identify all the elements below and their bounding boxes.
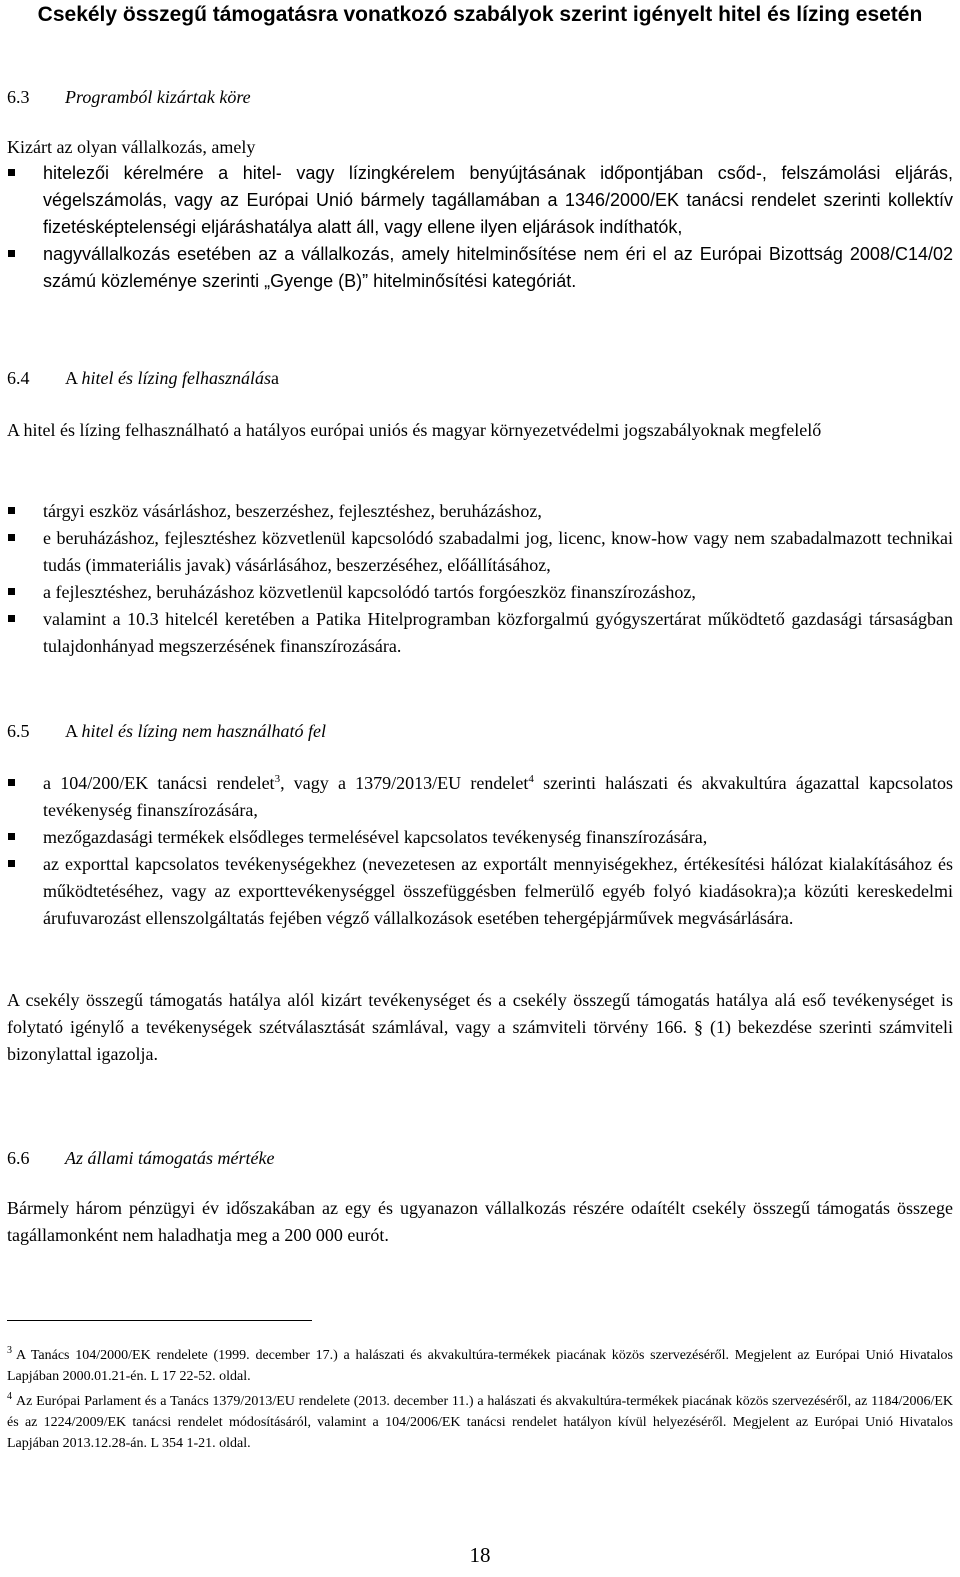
section-title: Az állami támogatás mértéke <box>65 1148 275 1168</box>
section-title: Programból kizártak köre <box>65 87 251 107</box>
section-number: 6.6 <box>7 1148 30 1168</box>
footnote-divider <box>7 1320 312 1321</box>
bullet-square-icon <box>8 507 15 514</box>
section-6-6-heading <box>7 1146 274 1170</box>
section-number: 6.4 <box>7 368 30 388</box>
footnote-3: $^3$ A Tanács 104/2000/EK rendelete (1999. december 17.) a halászati és akvakultúra-termékek piacának közös szervezéséről. Megjelent az Európai Unió Hivatalos Lapjában 2000.01.21-én. L 17 22-52. oldal. <box>7 1345 953 1384</box>
list-item: a 104/200/EK tanácsi rendelet$^3$, vagy a 1379/2013/EU rendelet$^4$ szerinti halászati és akvakultúra ágazattal kapcsolatos tevékenység finanszírozására, <box>7 770 953 824</box>
bullet-square-icon <box>8 169 15 176</box>
footnote-number: 3 <box>7 1345 12 1357</box>
list-item: hitelezői kérelmére a hitel- vagy lízingkérelem benyújtásának időpontjában csőd-, felszámolási eljárás, végelszámolás, vagy az Európai Unió bármely tagállamában a 1346/2000/EK tanácsi rendelet szerinti kollektív fizetésképtelenségi eljáráshatálya alatt áll, vagy ellene ilyen eljárások indíthatók, <box>7 160 953 241</box>
bullet-square-icon <box>8 779 15 786</box>
section-6-3-intro: Kizárt az olyan vállalkozás, amely <box>7 137 256 157</box>
section-number: 6.3 <box>7 87 30 107</box>
section-number: 6.5 <box>7 721 30 741</box>
bullet-square-icon <box>8 534 15 541</box>
section-6-3-list <box>7 160 953 295</box>
section-6-3-heading <box>7 85 251 109</box>
bullet-square-icon <box>8 860 15 867</box>
list-item: valamint a 10.3 hitelcél keretében a Patika Hitelprogramban közforgalmú gyógyszertárat működtető gazdasági társaságban tulajdonhányad megszerzésének finanszírozására. <box>7 606 953 660</box>
footnote-4: $^4$ Az Európai Parlament és a Tanács 1379/2013/EU rendelete (2013. december 11.) a halászati és akvakultúra-termékek piacának közös szervezéséről, az 1184/2006/EK és az 1224/2009/EK tanácsi rendelet módosításáról, valamint a 104/2006/EK tanácsi rendelet hatályon kívül helyezéséről. Megjelent az Európai Unió Hivatalos Lapjában 2013.12.28-án. L 354 1-21. oldal. <box>7 1391 953 1451</box>
page-number: 18 <box>469 1543 491 1567</box>
footnote-ref[interactable]: 4 <box>528 773 534 785</box>
section-6-6-text: Bármely három pénzügyi év időszakában az egy és ugyanazon vállalkozás részére odaítélt csekély összegű támogatás összege tagállamonként nem haladhatja meg a 200 000 eurót. <box>7 1198 953 1245</box>
document-page <box>7 0 953 1577</box>
list-item: nagyvállalkozás esetében az a vállalkozás, amely hitelminősítése nem éri el az Európai Bizottság 2008/C14/02 számú közleménye szerinti „Gyenge (B)” hitelminősítési kategóriát. <box>7 241 953 295</box>
section-6-4-heading: 6.4 A hitel és lízing felhasználása <box>7 368 280 388</box>
section-6-5-list <box>7 770 953 932</box>
section-6-4-list <box>7 498 953 660</box>
list-item: e beruházáshoz, fejlesztéshez közvetlenül kapcsolódó szabadalmi jog, licenc, know-how vagy nem szabadalmazott technikai tudás (immateriális javak) vásárlásához, beszerzéséhez, előállításához, <box>7 525 953 579</box>
bullet-square-icon <box>8 250 15 257</box>
section-6-5-closing: A csekély összegű támogatás hatálya alól kizárt tevékenységet és a csekély összegű támogatás hatálya alá eső tevékenységet is folytató igénylő a tevékenységek szétválasztását számlával, vagy a számviteli törvény 166. § (1) bekezdése szerinti számviteli bizonylattal igazolja. <box>7 990 953 1064</box>
section-6-5-heading: 6.5 A hitel és lízing nem használható fel <box>7 721 327 741</box>
bullet-square-icon <box>8 588 15 595</box>
page-title: Csekély összegű támogatásra vonatkozó szabályok szerint igényelt hitel és lízing esetén <box>37 3 923 26</box>
bullet-square-icon <box>8 615 15 622</box>
list-item: tárgyi eszköz vásárláshoz, beszerzéshez, fejlesztéshez, beruházáshoz, <box>7 498 953 525</box>
bullet-square-icon <box>8 833 15 840</box>
list-item: a fejlesztéshez, beruházáshoz közvetlenül kapcsolódó tartós forgóeszköz finanszírozáshoz, <box>7 579 953 606</box>
list-item: az exporttal kapcsolatos tevékenységekhez (nevezetesen az exportált mennyiségekhez, értékesítési hálózat kialakításához és működtetéséhez, vagy az exporttevékenységgel összefüggésben felmerülő egyéb folyó kiadásokra);a közúti kereskedelmi árufuvarozást ellenszolgáltatás fejében végző vállalkozások esetében tehergépjárművek megvásárlására. <box>7 851 953 932</box>
footnote-number: 4 <box>7 1391 12 1403</box>
footnote-ref[interactable]: 3 <box>274 773 281 785</box>
section-title: hitel és lízing nem használható fel <box>81 721 327 741</box>
section-title: hitel és lízing felhasználás <box>81 368 272 388</box>
section-6-4-intro: A hitel és lízing felhasználható a hatályos európai uniós és magyar környezetvédelmi jogszabályoknak megfelelő <box>7 420 822 440</box>
list-item: mezőgazdasági termékek elsődleges termelésével kapcsolatos tevékenység finanszírozására, <box>7 824 953 851</box>
